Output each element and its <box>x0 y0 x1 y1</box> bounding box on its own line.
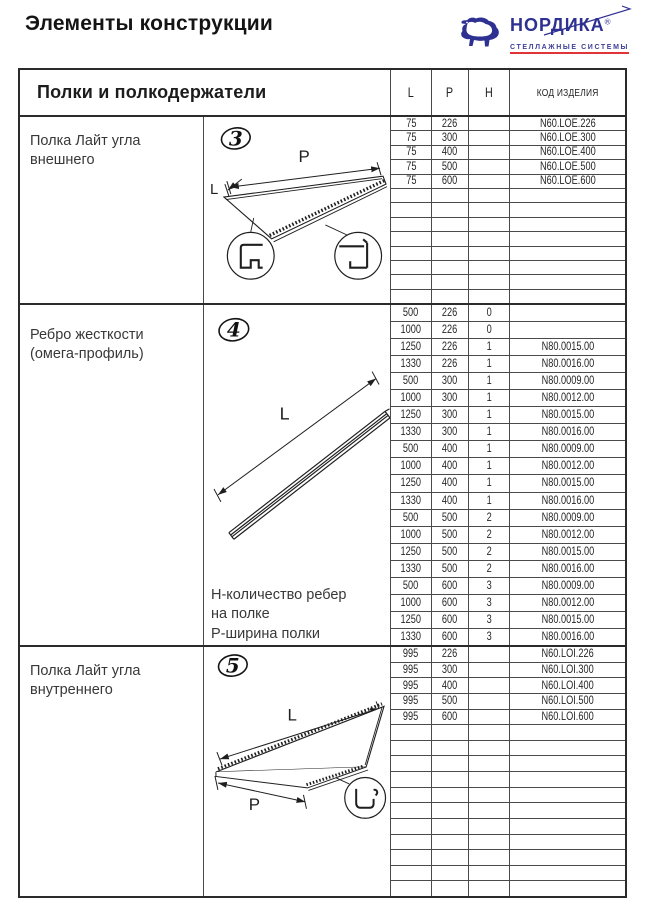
table-row <box>391 678 625 694</box>
table-cell <box>432 772 469 787</box>
table-row <box>391 117 625 131</box>
table-row <box>391 881 625 896</box>
table-cell: 400 <box>432 441 469 457</box>
table-row <box>391 290 625 303</box>
table-cell <box>469 232 510 245</box>
table-cell: 75 <box>391 131 432 144</box>
table-cell <box>391 247 432 260</box>
table-cell: 226 <box>432 305 469 321</box>
table-cell <box>432 275 469 288</box>
column-header-l: L <box>391 70 432 115</box>
table-cell <box>432 803 469 818</box>
table-cell <box>432 189 469 202</box>
table-cell <box>510 850 625 865</box>
table-row <box>391 339 625 356</box>
table-cell: 400 <box>432 458 469 474</box>
table-cell: 1330 <box>391 493 432 509</box>
table-row <box>391 232 625 246</box>
table-cell: 600 <box>432 612 469 628</box>
section-internal-corner-shelf <box>20 647 625 896</box>
table-cell <box>391 189 432 202</box>
table-cell <box>469 725 510 740</box>
table-cell: N80.0012.00 <box>541 528 594 541</box>
table-cell <box>510 725 625 740</box>
table-title-cell <box>20 70 391 115</box>
table-cell <box>391 835 432 850</box>
table-cell: 1000 <box>391 390 432 406</box>
table-cell: N80.0016.00 <box>541 494 594 507</box>
page-title: Элементы конструкции <box>25 12 274 35</box>
table-cell: 226 <box>432 117 469 130</box>
table-cell: N80.0015.00 <box>541 409 594 422</box>
table-cell: N60.LOE.300 <box>539 132 596 145</box>
table-row <box>391 218 625 232</box>
table-cell: 995 <box>391 710 432 725</box>
internal-corner-shelf-drawing <box>204 647 390 896</box>
column-header-p: P <box>432 70 469 115</box>
table-row <box>391 710 625 726</box>
table-cell <box>432 788 469 803</box>
table-row <box>391 203 625 217</box>
brand-logo <box>458 4 640 56</box>
table-row <box>391 247 625 261</box>
table-cell <box>469 819 510 834</box>
table-cell <box>510 835 625 850</box>
table-cell: N80.0015.00 <box>541 341 594 354</box>
table-cell: 995 <box>391 694 432 709</box>
table-cell: 1250 <box>391 339 432 355</box>
brand-name: НОРДИКА <box>510 15 605 35</box>
table-cell <box>432 290 469 303</box>
profile-callout-right <box>335 232 382 279</box>
table-cell: 300 <box>432 407 469 423</box>
table-cell <box>469 835 510 850</box>
table-row <box>391 441 625 458</box>
table-row <box>391 322 625 339</box>
table-cell: 600 <box>432 578 469 594</box>
table-row <box>391 835 625 851</box>
table-cell: 500 <box>432 527 469 543</box>
table-cell: 3 <box>469 578 510 594</box>
table-cell: 400 <box>432 146 469 159</box>
table-cell <box>432 203 469 216</box>
table-cell: N80.0012.00 <box>541 392 594 405</box>
table-row <box>391 131 625 145</box>
table-cell <box>469 663 510 678</box>
table-row <box>391 175 625 189</box>
table-cell <box>469 866 510 881</box>
table-cell: 400 <box>432 678 469 693</box>
table-row <box>391 663 625 679</box>
table-cell: N80.0012.00 <box>541 460 594 473</box>
table-cell: 1 <box>469 373 510 389</box>
table-row <box>391 788 625 804</box>
table-cell <box>469 772 510 787</box>
table-cell: 1330 <box>391 561 432 577</box>
table-cell: 1000 <box>391 322 432 338</box>
product-table <box>18 68 627 898</box>
table-row <box>391 772 625 788</box>
table-cell: 1330 <box>391 424 432 440</box>
table-row <box>391 544 625 561</box>
table-cell <box>510 203 625 216</box>
table-row <box>391 694 625 710</box>
omega-profile-bar <box>229 409 390 539</box>
table-cell: 1250 <box>391 475 432 491</box>
table-cell <box>432 756 469 771</box>
table-cell <box>432 725 469 740</box>
table-cell: 500 <box>391 305 432 321</box>
table-header-row <box>20 70 625 117</box>
table-cell <box>469 741 510 756</box>
table-cell <box>391 203 432 216</box>
table-cell: 2 <box>469 544 510 560</box>
table-cell: 1 <box>469 356 510 372</box>
profile-callout-left <box>227 232 274 279</box>
table-cell <box>510 881 625 896</box>
table-cell <box>510 772 625 787</box>
table-cell: N60.LOI.500 <box>541 695 594 708</box>
table-cell <box>469 788 510 803</box>
table-cell: 75 <box>391 175 432 188</box>
table-row <box>391 510 625 527</box>
section-rows <box>391 117 625 303</box>
diagram-internal-corner-shelf <box>204 647 391 896</box>
external-corner-shelf-drawing <box>204 117 390 303</box>
diagram-legend: Н-количество ребер на полке Р-ширина полки <box>211 587 347 642</box>
table-cell <box>469 261 510 274</box>
table-cell: 995 <box>391 663 432 678</box>
table-cell: 500 <box>432 160 469 173</box>
section-rows <box>391 647 625 896</box>
table-row <box>391 578 625 595</box>
table-row <box>391 647 625 663</box>
section-label-cell <box>20 647 204 896</box>
table-row <box>391 475 625 492</box>
table-cell <box>469 850 510 865</box>
table-cell: 300 <box>432 663 469 678</box>
table-cell <box>510 322 625 338</box>
table-cell: 2 <box>469 510 510 526</box>
table-cell: 400 <box>432 475 469 491</box>
table-cell <box>510 819 625 834</box>
section-stiffening-rib <box>20 305 625 647</box>
table-cell: 500 <box>391 373 432 389</box>
section-label: Полка Лайт угла внутреннего <box>30 663 141 699</box>
section-rows <box>391 305 625 645</box>
table-row <box>391 803 625 819</box>
table-cell <box>469 203 510 216</box>
table-cell: 3 <box>469 629 510 645</box>
table-cell: 3 <box>469 612 510 628</box>
table-cell: N60.LOE.226 <box>539 117 596 130</box>
table-cell <box>510 756 625 771</box>
table-cell <box>391 803 432 818</box>
table-cell <box>391 788 432 803</box>
table-row <box>391 356 625 373</box>
table-cell: N60.LOE.600 <box>539 175 596 188</box>
table-cell <box>432 835 469 850</box>
table-cell <box>469 694 510 709</box>
table-cell: 995 <box>391 678 432 693</box>
table-cell: 400 <box>432 493 469 509</box>
table-cell: 500 <box>432 561 469 577</box>
table-cell: N80.0016.00 <box>541 358 594 371</box>
brand-tagline: СТЕЛЛАЖНЫЕ СИСТЕМЫ <box>510 44 629 54</box>
table-cell <box>391 866 432 881</box>
table-cell <box>510 741 625 756</box>
table-cell <box>510 305 625 321</box>
table-row <box>391 595 625 612</box>
table-row <box>391 527 625 544</box>
table-row <box>391 407 625 424</box>
dim-l-label: L <box>279 403 290 424</box>
table-cell <box>469 756 510 771</box>
column-header-code: КОД ИЗДЕЛИЯ <box>536 86 599 99</box>
table-cell: 75 <box>391 160 432 173</box>
table-cell <box>432 232 469 245</box>
table-cell <box>469 710 510 725</box>
table-cell <box>510 189 625 202</box>
dim-p-label: P <box>298 147 310 167</box>
table-cell: 1 <box>469 441 510 457</box>
dim-p-label: P <box>248 794 261 814</box>
table-cell: 2 <box>469 561 510 577</box>
table-cell <box>391 261 432 274</box>
table-row <box>391 725 625 741</box>
table-cell <box>391 756 432 771</box>
table-cell <box>510 218 625 231</box>
table-cell <box>432 218 469 231</box>
table-cell <box>391 881 432 896</box>
table-cell <box>469 160 510 173</box>
table-cell: N80.0009.00 <box>541 375 594 388</box>
table-row <box>391 189 625 203</box>
table-row <box>391 819 625 835</box>
section-label: Ребро жесткости (омега-профиль) <box>30 327 144 363</box>
table-cell: 1 <box>469 493 510 509</box>
table-row <box>391 850 625 866</box>
badge-number: 4 <box>226 317 241 342</box>
table-cell <box>469 678 510 693</box>
table-row <box>391 756 625 772</box>
table-cell <box>510 290 625 303</box>
table-cell: N80.0015.00 <box>541 477 594 490</box>
table-row <box>391 458 625 475</box>
table-cell: 300 <box>432 424 469 440</box>
table-cell <box>432 881 469 896</box>
table-cell: 75 <box>391 117 432 130</box>
table-cell: 1 <box>469 407 510 423</box>
table-cell: 2 <box>469 527 510 543</box>
table-cell: 75 <box>391 146 432 159</box>
table-cell: 1 <box>469 390 510 406</box>
table-cell: N80.0016.00 <box>541 562 594 575</box>
table-row <box>391 561 625 578</box>
table-title: Полки и полкодержатели <box>37 82 267 102</box>
table-cell <box>391 725 432 740</box>
table-cell: 500 <box>391 441 432 457</box>
table-cell <box>510 803 625 818</box>
table-cell: N60.LOI.300 <box>541 663 594 676</box>
table-cell: 500 <box>432 510 469 526</box>
table-row <box>391 424 625 441</box>
table-cell <box>432 819 469 834</box>
table-cell <box>391 850 432 865</box>
table-cell: 1330 <box>391 356 432 372</box>
table-cell <box>510 247 625 260</box>
table-cell: N80.0012.00 <box>541 596 594 609</box>
table-row <box>391 612 625 629</box>
table-cell: 1250 <box>391 544 432 560</box>
table-cell <box>432 866 469 881</box>
polar-bear-icon <box>458 8 508 52</box>
table-cell: N80.0009.00 <box>541 511 594 524</box>
table-row <box>391 373 625 390</box>
dim-l-label: L <box>209 182 219 199</box>
table-cell: 226 <box>432 356 469 372</box>
table-cell <box>469 175 510 188</box>
table-cell: 0 <box>469 322 510 338</box>
table-row <box>391 261 625 275</box>
table-cell: 500 <box>391 578 432 594</box>
table-cell: 1000 <box>391 595 432 611</box>
table-cell: N80.0015.00 <box>541 613 594 626</box>
table-cell <box>391 819 432 834</box>
table-cell: N80.0009.00 <box>541 443 594 456</box>
table-cell: 1330 <box>391 629 432 645</box>
table-row <box>391 146 625 160</box>
badge-number: 5 <box>225 653 240 678</box>
table-cell <box>391 275 432 288</box>
table-cell: N60.LOE.400 <box>539 146 596 159</box>
table-cell: N80.0009.00 <box>541 579 594 592</box>
column-header-h: H <box>469 70 510 115</box>
table-cell: 300 <box>432 131 469 144</box>
table-row <box>391 305 625 322</box>
table-cell <box>469 218 510 231</box>
table-cell <box>469 881 510 896</box>
table-cell <box>391 290 432 303</box>
table-cell <box>469 131 510 144</box>
table-cell: 500 <box>432 544 469 560</box>
table-cell: N60.LOI.600 <box>541 710 594 723</box>
table-cell: N80.0016.00 <box>541 630 594 643</box>
table-cell <box>469 247 510 260</box>
table-cell <box>469 275 510 288</box>
section-external-corner-shelf <box>20 117 625 305</box>
table-cell <box>432 741 469 756</box>
table-cell <box>469 146 510 159</box>
table-cell: 300 <box>432 373 469 389</box>
table-cell <box>510 788 625 803</box>
table-cell: N60.LOE.500 <box>539 160 596 173</box>
table-row <box>391 741 625 757</box>
table-cell: N60.LOI.226 <box>541 648 594 661</box>
table-cell: 600 <box>432 710 469 725</box>
table-cell: 1250 <box>391 407 432 423</box>
table-row <box>391 629 625 645</box>
table-cell <box>510 232 625 245</box>
table-row <box>391 275 625 289</box>
table-cell: 1 <box>469 424 510 440</box>
table-cell <box>510 866 625 881</box>
table-cell: 500 <box>391 510 432 526</box>
table-cell: 226 <box>432 647 469 662</box>
table-cell <box>510 261 625 274</box>
section-label-cell <box>20 117 204 303</box>
table-row <box>391 160 625 174</box>
table-cell: 0 <box>469 305 510 321</box>
table-cell <box>432 850 469 865</box>
table-cell: 226 <box>432 322 469 338</box>
table-cell: N80.0016.00 <box>541 426 594 439</box>
badge-number: 3 <box>228 126 243 151</box>
profile-callout <box>345 777 386 818</box>
table-cell: 1000 <box>391 458 432 474</box>
table-cell <box>391 218 432 231</box>
dim-l-label: L <box>287 705 297 725</box>
table-cell <box>469 647 510 662</box>
diagram-stiffening-rib <box>204 305 391 645</box>
table-row <box>391 493 625 510</box>
table-cell <box>469 189 510 202</box>
table-cell <box>510 275 625 288</box>
table-cell <box>391 232 432 245</box>
table-cell: 3 <box>469 595 510 611</box>
table-cell: 995 <box>391 647 432 662</box>
table-cell <box>469 803 510 818</box>
table-cell <box>469 290 510 303</box>
table-cell: 1 <box>469 458 510 474</box>
table-cell: 600 <box>432 629 469 645</box>
section-label: Полка Лайт угла внешнего <box>30 133 141 169</box>
table-row <box>391 866 625 882</box>
section-label-cell <box>20 305 204 645</box>
table-cell: 600 <box>432 595 469 611</box>
table-cell: 1 <box>469 339 510 355</box>
table-cell: 1000 <box>391 527 432 543</box>
table-cell: 600 <box>432 175 469 188</box>
diagram-external-corner-shelf <box>204 117 391 303</box>
table-cell: 300 <box>432 390 469 406</box>
table-cell: 1 <box>469 475 510 491</box>
table-cell: 1250 <box>391 612 432 628</box>
registered-mark: ® <box>604 17 611 27</box>
table-cell <box>469 117 510 130</box>
table-cell: 500 <box>432 694 469 709</box>
table-cell: N80.0015.00 <box>541 545 594 558</box>
table-cell: N60.LOI.400 <box>541 679 594 692</box>
table-cell <box>432 261 469 274</box>
table-row <box>391 390 625 407</box>
table-cell <box>391 741 432 756</box>
table-cell: 226 <box>432 339 469 355</box>
table-cell <box>432 247 469 260</box>
table-cell <box>391 772 432 787</box>
